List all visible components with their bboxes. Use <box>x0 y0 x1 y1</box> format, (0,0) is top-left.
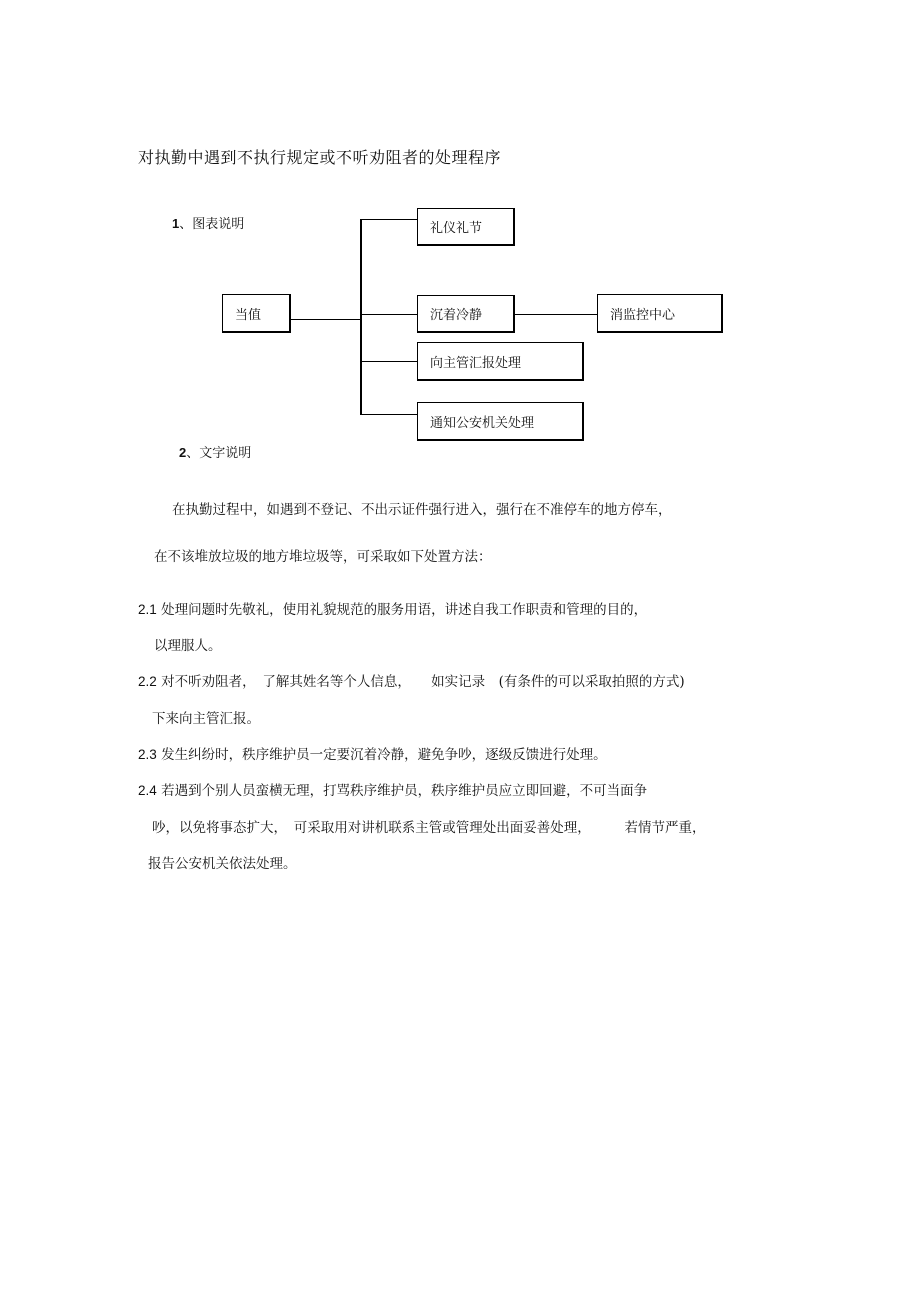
item-continuation: 下来向主管汇报。 <box>152 711 260 727</box>
list-item <box>138 670 685 690</box>
connector-line <box>361 414 417 415</box>
section-label: 、文字说明 <box>186 446 252 461</box>
item-continuation: 报告公安机关依法处理。 <box>148 856 297 872</box>
connector-line <box>361 361 417 362</box>
item-continuation: 以理服人。 <box>154 638 222 654</box>
connector-trunk <box>360 219 362 415</box>
item-number: 2.1 <box>138 602 157 617</box>
item-number: 2.3 <box>138 747 157 762</box>
connector-line <box>361 314 417 315</box>
connector-line <box>514 314 597 315</box>
flow-node-start: 当值 <box>222 294 291 333</box>
item-text: 若遇到个别人员蛮横无理，打骂秩序维护员，秩序维护员应立即回避，不可当面争 <box>161 783 648 799</box>
section-number: 2 <box>179 445 187 460</box>
section-label: 、图表说明 <box>179 217 245 232</box>
flow-node-stay-calm: 沉着冷静 <box>417 295 515 333</box>
section-heading-text <box>179 442 251 461</box>
list-item <box>138 779 647 799</box>
connector-line <box>361 219 417 220</box>
list-item <box>138 743 607 763</box>
item-text: 处理问题时先敬礼，使用礼貌规范的服务用语，讲述自我工作职责和管理的目的， <box>161 602 648 618</box>
connector-line <box>290 319 361 320</box>
item-number: 2.2 <box>138 674 157 689</box>
flow-node-monitor-center: 消监控中心 <box>597 294 723 333</box>
section-heading-chart <box>172 213 244 232</box>
item-continuation: 吵，以免将事态扩大， 可采取用对讲机联系主管或管理处出面妥善处理， 若情节严重， <box>152 820 706 836</box>
page-title: 对执勤中遇到不执行规定或不听劝阻者的处理程序 <box>138 148 502 167</box>
flow-node-notify-police: 通知公安机关处理 <box>417 402 584 441</box>
intro-line: 在不该堆放垃圾的地方堆垃圾等，可采取如下处置方法： <box>154 549 492 565</box>
list-item <box>138 598 647 618</box>
item-text: 对不听劝阻者， 了解其姓名等个人信息， 如实记录 (有条件的可以采取拍照的方式) <box>161 674 685 690</box>
item-text: 发生纠纷时，秩序维护员一定要沉着冷静，避免争吵，逐级反馈进行处理。 <box>161 747 607 763</box>
item-number: 2.4 <box>138 783 157 798</box>
flow-node-report-supervisor: 向主管汇报处理 <box>417 342 584 381</box>
intro-line: 在执勤过程中，如遇到不登记、不出示证件强行进入，强行在不准停车的地方停车， <box>172 502 672 518</box>
section-number: 1 <box>172 216 180 231</box>
flow-node-etiquette: 礼仪礼节 <box>417 208 515 246</box>
